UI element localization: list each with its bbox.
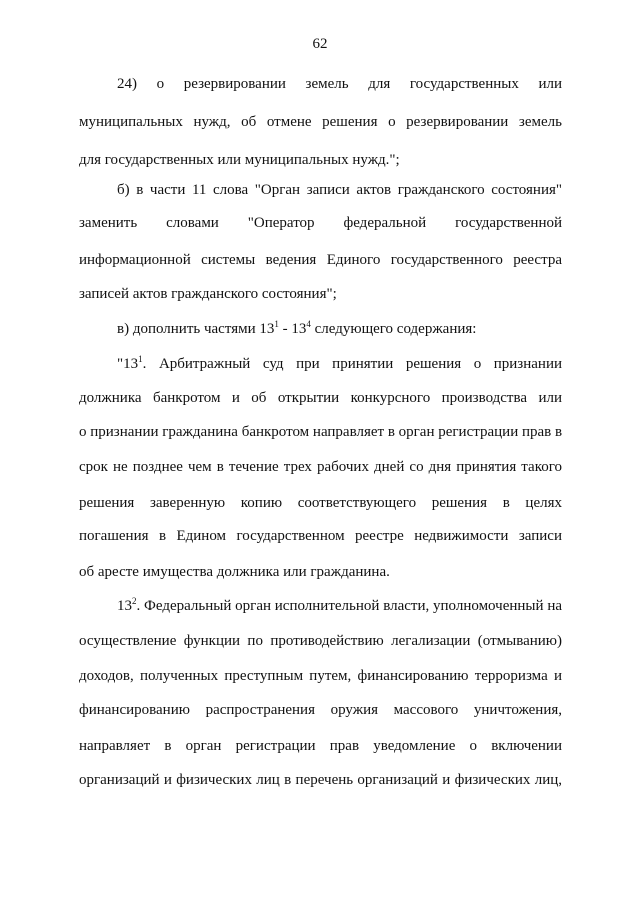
text-line: 24) о резервировании земель для государственных или bbox=[117, 76, 562, 92]
text-line: должника банкротом и об открытии конкурсного производства или bbox=[79, 390, 562, 406]
text-line: заменить словами "Оператор федеральной государственной bbox=[79, 215, 562, 231]
superscript: 4 bbox=[306, 319, 311, 329]
text-line: финансированию распространения оружия массового уничтожения, bbox=[79, 702, 562, 718]
paragraph-13-2-first-line bbox=[117, 597, 562, 615]
paragraph-number: "13 bbox=[117, 356, 139, 372]
text-line: записей актов гражданского состояния"; bbox=[79, 286, 337, 302]
text-line: об аресте имущества должника или гражданина. bbox=[79, 564, 390, 580]
paragraph-number-dot: . bbox=[142, 356, 159, 372]
text-line: для государственных или муниципальных нужд."; bbox=[79, 152, 400, 168]
superscript: 1 bbox=[138, 354, 143, 364]
text-line: доходов, полученных преступным путем, финансированию терроризма и bbox=[79, 668, 562, 684]
text-line: о признании гражданина банкротом направляет в орган регистрации прав в bbox=[79, 424, 563, 440]
paragraph-number: 13 bbox=[117, 598, 132, 614]
paragraph-number-dot: . bbox=[136, 598, 145, 614]
text-line: погашения в Едином государственном реестре недвижимости записи bbox=[79, 528, 562, 544]
text-line: срок не позднее чем в течение трех рабочих дней со дня принятия такого bbox=[79, 459, 562, 475]
text-line: решения заверенную копию соответствующего решения в целях bbox=[79, 495, 562, 511]
item-v-middle: - 13 bbox=[278, 321, 307, 337]
text-line: б) в части 11 слова "Орган записи актов гражданского состояния" bbox=[117, 182, 562, 198]
superscript: 2 bbox=[132, 596, 137, 606]
text-line: Федеральный орган исполнительной власти, уполномоченный на bbox=[144, 598, 562, 614]
text-line: информационной системы ведения Единого государственного реестра bbox=[79, 252, 562, 268]
item-v-prefix: в) дополнить частями 13 bbox=[117, 321, 275, 337]
text-line: Арбитражный суд при принятии решения о признании bbox=[158, 356, 563, 372]
text-line: осуществление функции по противодействию легализации (отмыванию) bbox=[79, 633, 562, 649]
text-line: муниципальных нужд, об отмене решения о резервировании земель bbox=[79, 114, 562, 130]
item-v-suffix: следующего содержания: bbox=[310, 321, 477, 337]
item-v-line bbox=[117, 320, 562, 338]
superscript: 1 bbox=[274, 319, 279, 329]
paragraph-13-1-first-line bbox=[117, 355, 562, 373]
page-number: 62 bbox=[312, 36, 328, 52]
text-line: направляет в орган регистрации прав уведомление о включении bbox=[79, 738, 562, 754]
text-line: организаций и физических лиц в перечень организаций и физических лиц, bbox=[79, 772, 562, 788]
